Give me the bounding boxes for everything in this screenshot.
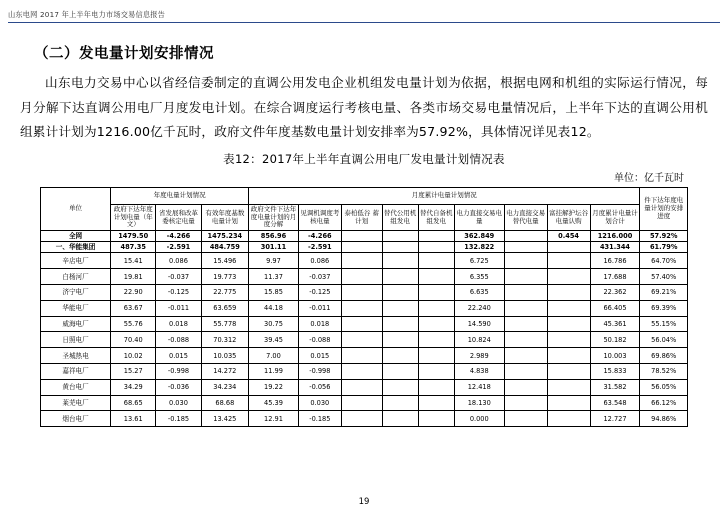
cell: 56.04%: [640, 332, 688, 348]
cell: [418, 300, 454, 316]
cell: 66.12%: [640, 395, 688, 411]
row-label: 白杨河厂: [41, 269, 111, 285]
cell: [418, 269, 454, 285]
cell: [418, 379, 454, 395]
cell: -0.088: [298, 332, 341, 348]
cell: [547, 411, 590, 427]
section-paragraph: 山东电力交易中心以省经信委制定的直调公用发电企业机组发电量计划为依据，根据电网和机组的实际运行情况，每月分解下达直调公用电厂月度发电计划。在综合调度运行考核电量、各类市场交易电量情况后，上半年下达的直调公用机组累计计划为1216.00亿千瓦时，政府文件年度基数电量计划安排率为57.92%，具体情况详见表12。: [20, 75, 708, 140]
th-monthly-total: 月度累计电量计划合计: [590, 204, 640, 231]
page-number: 19: [358, 497, 370, 507]
th-progress: 件下达年度电量计划的安排进度: [640, 187, 688, 231]
cell: [418, 253, 454, 269]
cell: -0.125: [298, 285, 341, 301]
cell: [382, 300, 418, 316]
cell: 64.70%: [640, 253, 688, 269]
cell: 0.030: [298, 395, 341, 411]
cell: 1479.50: [111, 231, 156, 242]
th-monthly-breakdown: 政府文件下达年度电量计划的月度分解: [249, 204, 299, 231]
cell: 19.81: [111, 269, 156, 285]
cell: 15.27: [111, 364, 156, 380]
cell: [547, 253, 590, 269]
cell: 15.496: [201, 253, 249, 269]
cell: -2.591: [156, 242, 201, 253]
cell: -0.037: [298, 269, 341, 285]
row-label: 莱芜电厂: [41, 395, 111, 411]
cell: [341, 285, 382, 301]
cell: 0.454: [547, 231, 590, 242]
cell: 1216.000: [590, 231, 640, 242]
page-content: [20, 34, 708, 427]
cell: [547, 348, 590, 364]
cell: 55.76: [111, 316, 156, 332]
th-ndrc-approved: 省发展和改革委核定电量: [156, 204, 201, 231]
cell: -0.998: [156, 364, 201, 380]
row-label: 日照电厂: [41, 332, 111, 348]
cell: [382, 332, 418, 348]
cell: 10.035: [201, 348, 249, 364]
cell: [382, 379, 418, 395]
th-gov-annual-plan: 政府下达年度计划电量（年文）: [111, 204, 156, 231]
cell: [418, 411, 454, 427]
row-label: 辛店电厂: [41, 253, 111, 269]
cell: [341, 332, 382, 348]
cell: [547, 269, 590, 285]
cell: 11.99: [249, 364, 299, 380]
cell: 6.355: [454, 269, 504, 285]
cell: 17.688: [590, 269, 640, 285]
cell: [504, 231, 547, 242]
cell: [418, 332, 454, 348]
cell: 431.344: [590, 242, 640, 253]
cell: 30.75: [249, 316, 299, 332]
cell: 22.775: [201, 285, 249, 301]
table-row: [41, 316, 688, 332]
cell: 22.240: [454, 300, 504, 316]
cell: [547, 300, 590, 316]
cell: 12.418: [454, 379, 504, 395]
cell: 0.086: [298, 253, 341, 269]
cell: [382, 231, 418, 242]
table-row: [41, 253, 688, 269]
th-group-monthly: 月度累计电量计划情况: [249, 187, 640, 204]
cell: 0.018: [156, 316, 201, 332]
table-row: [41, 242, 688, 253]
cell: [341, 231, 382, 242]
cell: 0.015: [156, 348, 201, 364]
table-body: [41, 231, 688, 427]
cell: 15.85: [249, 285, 299, 301]
cell: [547, 316, 590, 332]
cell: 55.15%: [640, 316, 688, 332]
cell: [504, 242, 547, 253]
cell: 11.37: [249, 269, 299, 285]
cell: [547, 332, 590, 348]
cell: -4.266: [298, 231, 341, 242]
th-purchase-quota: 富挂解护坛谷电量认购: [547, 204, 590, 231]
cell: -0.125: [156, 285, 201, 301]
cell: 14.272: [201, 364, 249, 380]
cell: 57.40%: [640, 269, 688, 285]
cell: 12.91: [249, 411, 299, 427]
row-label: 济宁电厂: [41, 285, 111, 301]
cell: 31.582: [590, 379, 640, 395]
cell: 66.405: [590, 300, 640, 316]
cell: [382, 395, 418, 411]
cell: [341, 242, 382, 253]
cell: [341, 411, 382, 427]
cell: [418, 364, 454, 380]
cell: [341, 348, 382, 364]
row-label: 一、华能集团: [41, 242, 111, 253]
cell: [504, 364, 547, 380]
table-caption: 表12：2017年上半年直调公用电厂发电量计划情况表: [223, 151, 505, 166]
cell: 0.030: [156, 395, 201, 411]
cell: 2.989: [454, 348, 504, 364]
cell: 7.00: [249, 348, 299, 364]
cell: [341, 379, 382, 395]
cell: 68.68: [201, 395, 249, 411]
cell: [341, 253, 382, 269]
row-label: 华能电厂: [41, 300, 111, 316]
cell: 0.015: [298, 348, 341, 364]
cell: [382, 242, 418, 253]
cell: 61.79%: [640, 242, 688, 253]
cell: 34.29: [111, 379, 156, 395]
table-column-header-row: [41, 204, 688, 231]
cell: 69.39%: [640, 300, 688, 316]
cell: 0.000: [454, 411, 504, 427]
cell: 19.773: [201, 269, 249, 285]
cell: -0.998: [298, 364, 341, 380]
cell: [382, 269, 418, 285]
section-title: （二）发电量计划安排情况: [34, 46, 214, 62]
cell: [504, 379, 547, 395]
cell: 13.61: [111, 411, 156, 427]
cell: 63.548: [590, 395, 640, 411]
cell: 44.18: [249, 300, 299, 316]
cell: 70.312: [201, 332, 249, 348]
cell: -4.266: [156, 231, 201, 242]
cell: [341, 364, 382, 380]
cell: 362.849: [454, 231, 504, 242]
cell: [382, 253, 418, 269]
cell: [504, 411, 547, 427]
th-effective-base-plan: 有效年度基数电量计划: [201, 204, 249, 231]
cell: 10.02: [111, 348, 156, 364]
cell: 0.018: [298, 316, 341, 332]
th-direct-trade-substitute: 电力直接交易替代电量: [504, 204, 547, 231]
cell: [504, 348, 547, 364]
cell: 856.96: [249, 231, 299, 242]
th-substitute-captive: 替代自备机组发电: [418, 204, 454, 231]
cell: [382, 364, 418, 380]
table-row: [41, 300, 688, 316]
table-row: [41, 379, 688, 395]
cell: -0.011: [298, 300, 341, 316]
cell: 15.833: [590, 364, 640, 380]
cell: [547, 379, 590, 395]
table-row: [41, 332, 688, 348]
cell: [418, 348, 454, 364]
cell: 39.45: [249, 332, 299, 348]
table-row: [41, 411, 688, 427]
cell: [504, 332, 547, 348]
row-label: 圣城热电: [41, 348, 111, 364]
cell: 12.727: [590, 411, 640, 427]
table-unit: 单位：亿千瓦时: [614, 172, 684, 184]
cell: 13.425: [201, 411, 249, 427]
row-label: 嘉祥电厂: [41, 364, 111, 380]
table-row: [41, 348, 688, 364]
row-label: 威海电厂: [41, 316, 111, 332]
cell: 94.86%: [640, 411, 688, 427]
cell: 0.086: [156, 253, 201, 269]
cell: 69.86%: [640, 348, 688, 364]
cell: 487.35: [111, 242, 156, 253]
cell: 63.67: [111, 300, 156, 316]
cell: 34.234: [201, 379, 249, 395]
th-direct-trade: 电力直接交易电量: [454, 204, 504, 231]
cell: 18.130: [454, 395, 504, 411]
th-unit: 单位: [41, 187, 111, 231]
cell: 50.182: [590, 332, 640, 348]
cell: 6.725: [454, 253, 504, 269]
cell: [504, 395, 547, 411]
cell: [504, 300, 547, 316]
cell: 69.21%: [640, 285, 688, 301]
cell: [504, 285, 547, 301]
cell: -0.036: [156, 379, 201, 395]
cell: 57.92%: [640, 231, 688, 242]
cell: -0.088: [156, 332, 201, 348]
cell: 6.635: [454, 285, 504, 301]
cell: [341, 300, 382, 316]
cell: [547, 395, 590, 411]
cell: -0.185: [298, 411, 341, 427]
cell: 301.11: [249, 242, 299, 253]
cell: -0.011: [156, 300, 201, 316]
cell: 16.786: [590, 253, 640, 269]
cell: [382, 348, 418, 364]
cell: [418, 285, 454, 301]
row-label: 烟台电厂: [41, 411, 111, 427]
cell: [382, 285, 418, 301]
cell: [341, 316, 382, 332]
cell: -0.185: [156, 411, 201, 427]
table-group-header-row: [41, 187, 688, 204]
table-row: [41, 285, 688, 301]
cell: [504, 316, 547, 332]
cell: 22.362: [590, 285, 640, 301]
cell: 56.05%: [640, 379, 688, 395]
cell: [418, 242, 454, 253]
cell: 22.90: [111, 285, 156, 301]
row-label: 黄台电厂: [41, 379, 111, 395]
cell: -0.037: [156, 269, 201, 285]
cell: 4.838: [454, 364, 504, 380]
cell: 484.759: [201, 242, 249, 253]
cell: 55.778: [201, 316, 249, 332]
cell: 45.361: [590, 316, 640, 332]
th-substitute-public: 替代公用机组发电: [382, 204, 418, 231]
cell: 78.52%: [640, 364, 688, 380]
cell: -2.591: [298, 242, 341, 253]
cell: 68.65: [111, 395, 156, 411]
cell: 9.97: [249, 253, 299, 269]
cell: 19.22: [249, 379, 299, 395]
cell: 15.41: [111, 253, 156, 269]
cell: [382, 316, 418, 332]
running-head: 山东电网 2017 年上半年电力市场交易信息报告: [8, 10, 166, 19]
cell: [547, 242, 590, 253]
cell: [418, 316, 454, 332]
cell: [504, 269, 547, 285]
th-group-annual: 年度电量计划情况: [111, 187, 249, 204]
table-row: [41, 269, 688, 285]
cell: 63.659: [201, 300, 249, 316]
table-row: [41, 395, 688, 411]
cell: 45.39: [249, 395, 299, 411]
cell: 14.590: [454, 316, 504, 332]
cell: [418, 395, 454, 411]
cell: [547, 364, 590, 380]
cell: 70.40: [111, 332, 156, 348]
table-row: [41, 231, 688, 242]
cell: [504, 253, 547, 269]
cell: [547, 285, 590, 301]
cell: 132.822: [454, 242, 504, 253]
cell: -0.056: [298, 379, 341, 395]
row-label: 全网: [41, 231, 111, 242]
cell: 10.003: [590, 348, 640, 364]
cell: [418, 231, 454, 242]
header-divider: [8, 22, 720, 23]
th-dispatch-assessment: 见调机调度考核电量: [298, 204, 341, 231]
generation-plan-table: [40, 187, 688, 428]
th-valley-storage: 泰柏低谷 蓄计划: [341, 204, 382, 231]
cell: [382, 411, 418, 427]
cell: [341, 395, 382, 411]
cell: 10.824: [454, 332, 504, 348]
cell: [341, 269, 382, 285]
table-row: [41, 364, 688, 380]
cell: 1475.234: [201, 231, 249, 242]
